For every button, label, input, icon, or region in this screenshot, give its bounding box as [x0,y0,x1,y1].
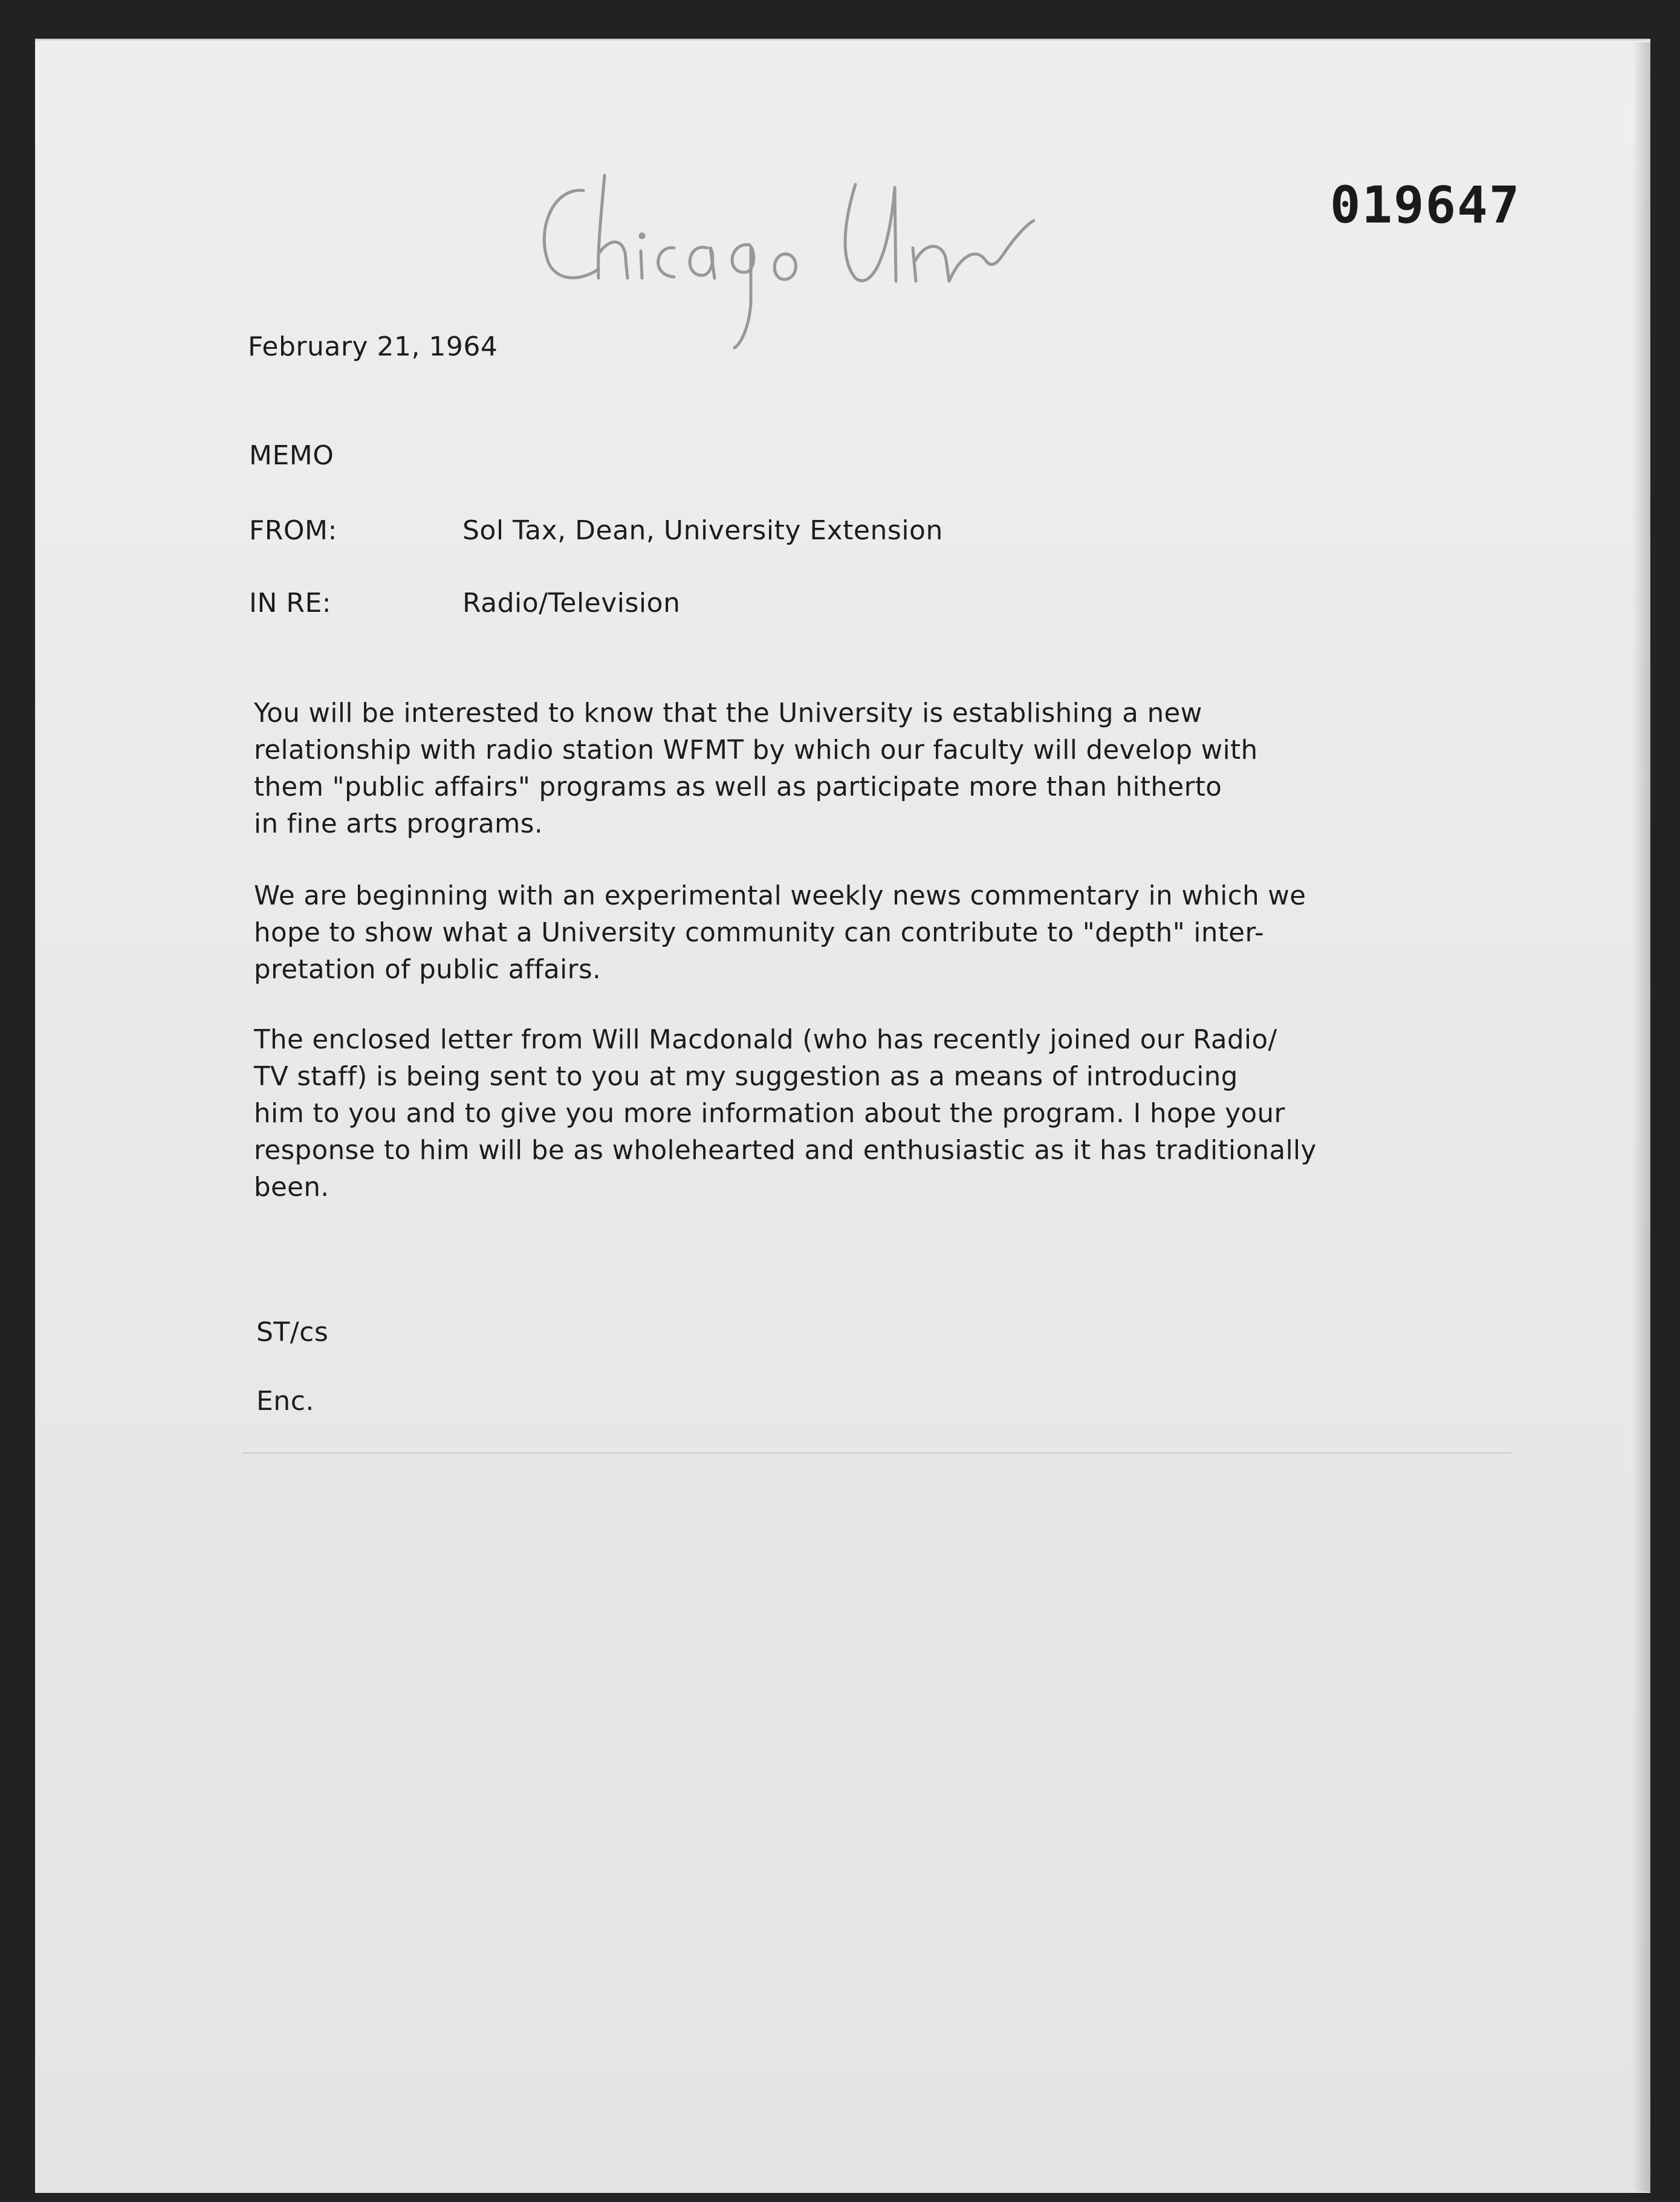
memo-date: February 21, 1964 [248,331,498,362]
paragraph-line: him to you and to give you more information about the program. I hope your [254,1099,1285,1129]
faint-divider [242,1452,1511,1454]
paragraph-line: We are beginning with an experimental weekly news commentary in which we [254,881,1306,911]
body-paragraph-3 [254,1022,1317,1206]
paper-edge-shadow [1632,42,1650,2192]
paragraph-line: response to him will be as wholehearted and enthusiastic as it has traditionally [254,1135,1317,1166]
paragraph-line: The enclosed letter from Will Macdonald (who has recently joined our Radio/ [254,1025,1277,1055]
paragraph-line: You will be interested to know that the University is establishing a new [254,698,1202,729]
paragraph-line: TV staff) is being sent to you at my suggestion as a means of introducing [254,1062,1238,1092]
paragraph-line: been. [254,1172,329,1203]
document-number-stamp: 019647 [1330,175,1521,235]
paragraph-line: relationship with radio station WFMT by which our faculty will develop with [254,735,1258,765]
from-label: FROM: [249,515,337,546]
paragraph-line: hope to show what a University community can contribute to "depth" inter- [254,918,1265,948]
enclosure-note: Enc. [256,1386,314,1417]
typist-initials: ST/cs [256,1317,329,1348]
from-value: Sol Tax, Dean, University Extension [462,515,943,546]
body-paragraph-1 [254,695,1258,843]
paragraph-line: pretation of public affairs. [254,955,602,985]
paragraph-line: in fine arts programs. [254,809,543,839]
in-re-label: IN RE: [249,588,332,619]
in-re-value: Radio/Television [462,588,681,619]
memo-heading: MEMO [249,440,334,471]
body-paragraph-2 [254,878,1306,989]
handwritten-annotation [526,163,1118,363]
paragraph-line: them "public affairs" programs as well as participate more than hitherto [254,772,1222,802]
